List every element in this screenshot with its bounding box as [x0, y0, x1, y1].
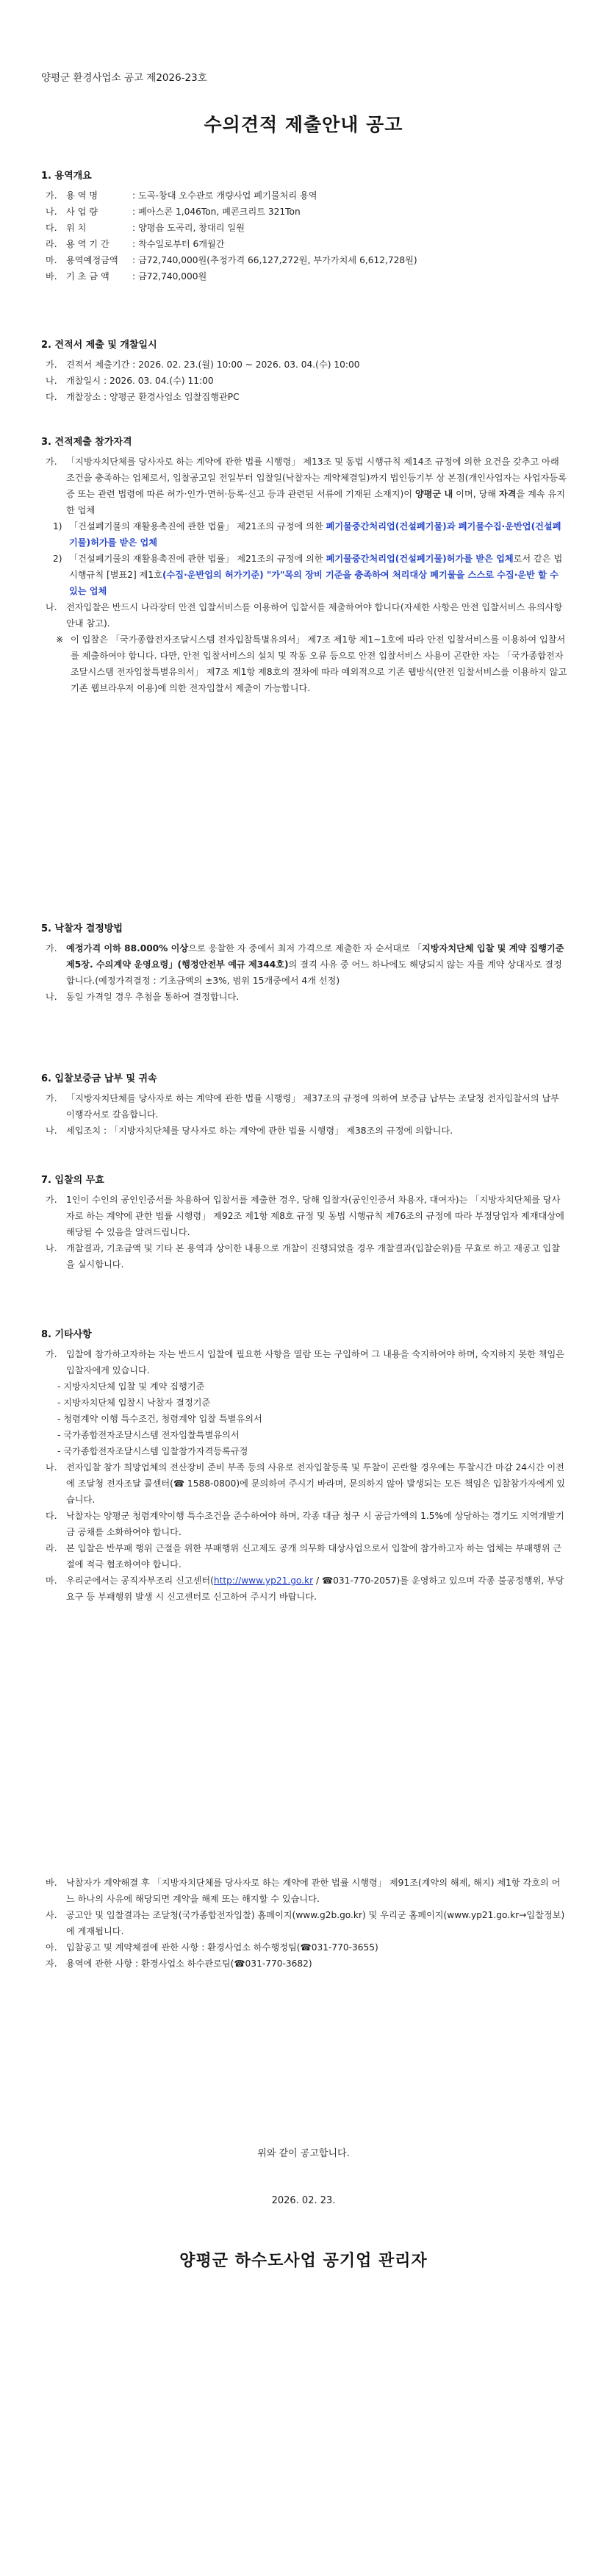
note-item	[56, 632, 567, 696]
item-text	[66, 1573, 567, 1605]
sub-item	[53, 518, 567, 551]
item-text: 낙찰자는 양평군 청렴계약이행 특수조건을 준수하여야 하며, 각종 대금 청구 시 공급가액의 1.5%에 상당하는 경기도 지역개발기금 공채를 소화하여야 합니다.	[66, 1511, 564, 1537]
section-invalidity	[41, 1172, 567, 1273]
list-item	[41, 1875, 567, 1907]
text-run-bold: 자격	[498, 489, 517, 499]
section-submission	[41, 337, 567, 405]
text-run-bold: 예정가격 이하 88.000% 이상	[66, 943, 189, 954]
list-item	[41, 268, 567, 285]
text-run: 을 계속 유지한 업체	[66, 489, 566, 515]
item-marker: 가.	[46, 457, 57, 467]
list-item	[41, 357, 567, 373]
section-heading: 6. 입찰보증금 납부 및 귀속	[41, 1073, 157, 1084]
item-marker: 가.	[46, 1093, 57, 1103]
item-marker: 가.	[46, 1349, 57, 1359]
list-item	[41, 1346, 567, 1378]
text-run: 의 결격 사유 중 어느 하나에도 해당되지 않는 자를 계약 상대자로 결정합니다.(예정가격결정 : 기초금액의 ±3%, 범위 15개중에서 4개 선정)	[66, 959, 562, 986]
list-item	[41, 1240, 567, 1273]
list-item	[41, 454, 567, 518]
section-misc	[41, 1326, 567, 1605]
item-text: 전자입찰 참가 희망업체의 전산장비 준비 부족 등의 사유로 전자입찰등록 및 투찰이 곤란할 경우에는 투찰시간 마감 24시간 이전에 조달청 전자조달 콜센터(☎ 1588-0800)에 문의하여 주시기 바라며, 문의하지 않아 발생되는 모든 책임은 입찰참가자에게 있습니다.	[66, 1462, 566, 1505]
item-label: 기 초 금 액	[66, 271, 109, 282]
list-item	[41, 1090, 567, 1123]
item-marker: 나.	[46, 1462, 57, 1473]
section-award	[41, 920, 567, 1005]
item-value: : 금72,740,000원(추정가격 66,127,272원, 부가가치세 6,612,728원)	[132, 255, 417, 265]
section-deposit	[41, 1070, 567, 1139]
section-heading: 2. 견적서 제출 및 개찰일시	[41, 340, 157, 351]
section-heading: 8. 기타사항	[41, 1329, 92, 1340]
reference-doc-item: - 지방자치단체 입찰시 낙찰자 결정기준	[57, 1398, 211, 1408]
reference-doc-item: - 지방자치단체 입찰 및 계약 집행기준	[57, 1381, 205, 1392]
reference-doc-item: - 청렴계약 이행 특수조건, 청렴계약 입찰 특별유의서	[57, 1414, 262, 1424]
text-run-highlight: 폐기물중간처리업(건설폐기물)과 폐기물수집·운반업(건설폐기물)허가를 받은 업체	[69, 521, 561, 548]
item-text	[66, 252, 567, 268]
list-item	[41, 252, 567, 268]
section-overview	[41, 168, 567, 285]
item-text	[66, 220, 567, 236]
item-text	[69, 518, 567, 551]
list-item	[41, 1939, 567, 1956]
item-marker: 마.	[46, 255, 57, 265]
item-text: 개찰장소 : 양평군 환경사업소 입찰집행관PC	[66, 392, 240, 402]
section-misc-continued	[41, 1875, 567, 1972]
sub-item	[53, 551, 567, 599]
text-run: 「건설폐기물의 재활용촉진에 관한 법률」 제21조의 규정에 의한	[69, 521, 326, 532]
note-marker: ※	[56, 634, 64, 645]
text-run: 「지방자치단체를 당사자로 하는 계약에 관한 법률 시행령」 제13조 및 동법 시행규칙 제14조 규정에 의한 요건을 갖추고 아래 조건을 충족하는 업체로서, 입찰공고일 전일부터 입찰일(낙찰자는 계약체결일)까지 법인등기부 상 본점(개인사업자는 사업자등록증 또는 관련 법령에 따른 허가·인가·면허·등록·신고 등과 관련된 서류에 기재된 소재지)이	[66, 457, 567, 499]
item-text	[66, 204, 567, 220]
section-heading: 5. 낙찰자 결정방법	[41, 923, 123, 934]
item-text: 「지방자치단체를 당사자로 하는 계약에 관한 법률 시행령」 제37조의 규정에 의하여 보증금 납부는 조달청 전자입찰서의 납부이행각서로 갈음합니다.	[66, 1093, 560, 1120]
item-text: 입찰공고 및 계약체결에 관한 사항 : 환경사업소 하수행정팀(☎031-770-3655)	[66, 1942, 378, 1953]
item-label: 위 치	[66, 223, 87, 233]
item-marker: 나.	[46, 376, 57, 386]
item-text: 동일 가격일 경우 추첨을 통하여 결정합니다.	[66, 992, 240, 1002]
item-marker: 가.	[46, 190, 57, 201]
item-value: : 착수일로부터 6개월간	[132, 239, 225, 249]
text-run: 우리군에서는 공직자부조리 신고센터(	[66, 1575, 214, 1586]
item-text: 공고안 및 입찰결과는 조달청(국가종합전자입찰) 홈페이지(www.g2b.go.kr) 및 우리군 홈페이지(www.yp21.go.kr→입찰정보)에 게재됩니다.	[66, 1910, 565, 1936]
item-marker: 나.	[46, 1243, 57, 1253]
item-marker: 1)	[53, 521, 62, 532]
item-text: 전자입찰은 반드시 나라장터 안전 입찰서비스를 이용하여 입찰서를 제출하여야 합니다(자세한 사항은 안전 입찰서비스 유의사항 안내 참고).	[66, 602, 563, 629]
text-run-highlight: 폐기물중간처리업(건설폐기물)허가를 받은 업체	[326, 554, 514, 564]
item-value: : 폐아스콘 1,046Ton, 폐콘크리트 321Ton	[132, 207, 301, 217]
section-qualification	[41, 434, 567, 696]
item-text	[66, 268, 567, 285]
text-run: 로서 같은 법 시행규칙 [별표2] 제1호	[69, 554, 563, 580]
list-item	[41, 373, 567, 389]
item-value: : 도곡-창대 오수관로 개량사업 폐기물처리 용역	[132, 190, 317, 201]
text-run-bold: 지방자치단체 입찰 및 계약 집행기준 제5장. 수의계약 운영요령」(행정안전부 예규 제344호)	[66, 943, 564, 970]
item-text: 개찰일시 : 2026. 03. 04.(수) 11:00	[66, 376, 214, 386]
list-item	[41, 204, 567, 220]
item-marker: 다.	[46, 392, 57, 402]
list-item	[41, 1573, 567, 1605]
list-item	[41, 236, 567, 252]
list-item	[41, 1508, 567, 1540]
text-run: 「건설폐기물의 재활용촉진에 관한 법률」 제21조의 규정에 의한	[69, 554, 326, 564]
text-run: 이며, 당해	[453, 489, 499, 499]
item-marker: 바.	[46, 1878, 57, 1888]
list-item	[41, 599, 567, 632]
item-label: 용역예정금액	[66, 255, 118, 265]
text-run-bold: 양평군 내	[414, 489, 453, 499]
list-item	[41, 1907, 567, 1939]
text-run: / ☎031-770-2057)를 운영하고 있으며 각종 불공정행위, 부당요구 등 부패행위 발생 시 신고센터로 신고하여 주시기 바랍니다.	[66, 1575, 564, 1602]
notice-number: 양평군 환경사업소 공고 제2026-23호	[41, 72, 207, 84]
item-marker: 사.	[46, 1910, 57, 1920]
reference-doc-item: - 국가종합전자조달시스템 입찰참가자격등록규정	[57, 1446, 248, 1456]
item-text	[69, 551, 567, 599]
closing-text: 위와 같이 공고합니다.	[257, 2148, 350, 2159]
list-item	[41, 1540, 567, 1573]
item-marker: 나.	[46, 207, 57, 217]
item-marker: 아.	[46, 1942, 57, 1953]
item-marker: 가.	[46, 359, 57, 370]
list-item	[41, 1459, 567, 1508]
list-item	[41, 1192, 567, 1240]
item-text: 세입조치 : 「지방자치단체를 당사자로 하는 계약에 관한 법률 시행령」 제38조의 규정에 의합니다.	[66, 1126, 453, 1136]
item-text	[66, 454, 567, 518]
item-marker: 다.	[46, 1511, 57, 1521]
section-heading: 1. 용역개요	[41, 171, 92, 182]
section-heading: 3. 견적제출 참가자격	[41, 437, 132, 448]
list-item	[41, 989, 567, 1005]
section-heading: 7. 입찰의 무효	[41, 1175, 104, 1186]
item-value: : 금72,740,000원	[132, 271, 207, 282]
notice-date: 2026. 02. 23.	[271, 2195, 336, 2206]
item-label: 용 역 기 간	[66, 239, 109, 249]
item-marker: 마.	[46, 1575, 57, 1586]
reference-doc-item: - 국가종합전자조달시스템 전자입찰특별유의서	[57, 1430, 240, 1440]
item-marker: 다.	[46, 223, 57, 233]
list-item	[41, 1956, 567, 1972]
item-text: 1인이 수인의 공인인증서를 차용하여 입찰서를 제출한 경우, 당해 입찰자(공인인증서 차용자, 대여자)는 「지방자치단체를 당사자로 하는 계약에 관한 법률 시행령」 제92조 제1항 제8호 규정 및 동법 시행규칙 제76조의 규정에 따라 부정당업자 제재대상에 해당될 수 있음을 알려드립니다.	[66, 1195, 564, 1237]
item-text	[66, 187, 567, 204]
list-item	[41, 389, 567, 405]
item-marker: 가.	[46, 943, 57, 954]
note-text: 이 입찰은 「국가종합전자조달시스템 전자입찰특별유의서」 제7조 제1항 제1~1호에 따라 안전 입찰서비스를 이용하여 입찰서를 제출하여야 합니다. 다만, 안전 입찰서비스의 설치 및 작동 오류 등으로 안전 입찰서비스 사용이 곤란한 자는 「국가종합전자조달시스템 전자입찰특별유의서」 제7조 제1항 제8호의 절차에 따라 예외적으로 기존 웹방식(안전 입찰서비스를 이용하지 않고 기존 웹브라우저 이용)에 의한 전자입찰서 제출이 가능합니다.	[71, 634, 567, 693]
list-item	[41, 1123, 567, 1139]
item-text: 본 입찰은 반부패 행위 근절을 위한 부패행위 신고제도 공개 의무화 대상사업으로서 입찰에 참가하고자 하는 업체는 부패행위 근절에 적극 협조하여야 합니다.	[66, 1543, 562, 1570]
item-text: 개찰결과, 기초금액 및 기타 본 용역과 상이한 내용으로 개찰이 진행되었을 경우 개찰결과(입찰순위)를 무효로 하고 재공고 입찰을 실시합니다.	[66, 1243, 560, 1270]
item-text	[66, 236, 567, 252]
item-marker: 라.	[46, 1543, 57, 1553]
signer-name: 양평군 하수도사업 공기업 관리자	[179, 2252, 428, 2270]
item-text	[66, 940, 567, 989]
item-marker: 2)	[53, 554, 62, 564]
list-item	[41, 187, 567, 204]
report-center-link[interactable]: http://www.yp21.go.kr	[213, 1575, 314, 1586]
item-marker: 자.	[46, 1958, 57, 1969]
item-text: 입찰에 참가하고자하는 자는 반드시 입찰에 필요한 사항을 열람 또는 구입하여 그 내용을 숙지하여야 하며, 숙지하지 못한 책임은 입찰자에게 있습니다.	[66, 1349, 565, 1375]
item-label: 사 업 량	[66, 207, 98, 217]
item-text: 견적서 제출기간 : 2026. 02. 23.(월) 10:00 ~ 2026. 03. 04.(수) 10:00	[66, 359, 360, 370]
item-value: : 양평읍 도곡리, 창대리 일원	[132, 223, 245, 233]
page-title: 수의견적 제출안내 공고	[204, 114, 403, 135]
list-item	[41, 220, 567, 236]
text-run: 으로 응찰한 자 중에서 최저 가격으로 제출한 자 순서대로 「	[188, 943, 422, 954]
item-label: 용 역 명	[66, 190, 98, 201]
item-marker: 가.	[46, 1195, 57, 1205]
item-marker: 나.	[46, 1126, 57, 1136]
item-text: 낙찰자가 계약해결 후 「지방자치단체를 당사자로 하는 계약에 관한 법률 시행령」 제91조(계약의 해제, 해지) 제1항 각호의 어느 하나의 사유에 해당되면 계약을 해제 또는 해지할 수 있습니다.	[66, 1878, 561, 1904]
item-marker: 라.	[46, 239, 57, 249]
item-marker: 바.	[46, 271, 57, 282]
item-marker: 나.	[46, 992, 57, 1002]
item-marker: 나.	[46, 602, 57, 612]
item-text: 용역에 관한 사항 : 환경사업소 하수관로팀(☎031-770-3682)	[66, 1958, 312, 1969]
text-run-highlight: (수집·운반업의 허가기준) "가"목의 장비 기준을 충족하여 처리대상 폐기물을 스스로 수집·운반 할 수 있는 업체	[69, 570, 558, 596]
list-item	[41, 940, 567, 989]
